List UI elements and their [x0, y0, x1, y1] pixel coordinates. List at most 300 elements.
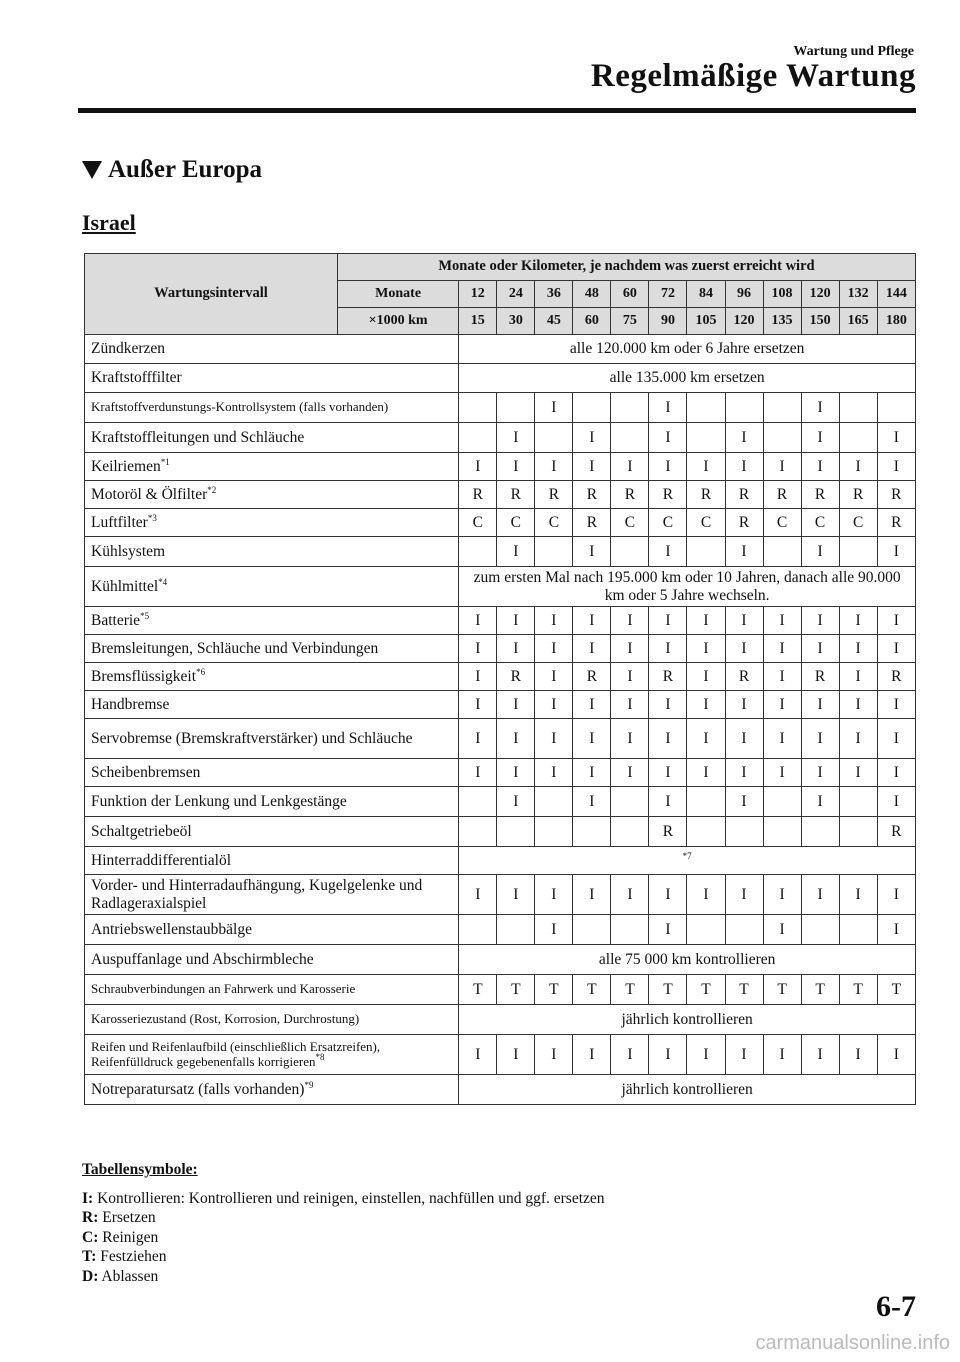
footnote-mark: *8 [315, 1051, 325, 1062]
interval-cell: I [497, 691, 535, 719]
interval-cell: I [725, 537, 763, 567]
interval-cell: I [535, 393, 573, 423]
table-row [85, 335, 916, 364]
table-row [85, 719, 916, 759]
interval-cell: I [763, 607, 801, 635]
interval-cell: I [801, 393, 839, 423]
interval-cell: I [839, 759, 877, 787]
row-label [85, 719, 459, 759]
table-row [85, 759, 916, 787]
table-row [85, 1005, 916, 1035]
legend-key: D: [82, 1267, 99, 1285]
legend-item [82, 1189, 605, 1209]
interval-cell: I [801, 1035, 839, 1075]
interval-cell: I [649, 423, 687, 453]
interval-cell: I [649, 875, 687, 915]
row-label [85, 817, 459, 847]
interval-cell: I [611, 663, 649, 691]
span-cell: jährlich kontrollieren [459, 1005, 916, 1035]
interval-cell: C [839, 509, 877, 537]
km-header: 120 [725, 308, 763, 335]
header-span: Monate oder Kilometer, je nachdem was zuerst erreicht wird [337, 254, 915, 281]
legend-text: Festziehen [100, 1248, 167, 1265]
interval-cell: I [497, 719, 535, 759]
interval-cell: I [877, 607, 915, 635]
interval-cell: I [801, 719, 839, 759]
interval-cell: I [535, 607, 573, 635]
km-header: 135 [763, 308, 801, 335]
legend-item [82, 1247, 605, 1267]
interval-cell: T [839, 975, 877, 1005]
interval-cell: I [877, 423, 915, 453]
interval-cell: I [611, 719, 649, 759]
row-label-text: Keilriemen [91, 457, 161, 475]
month-header: 144 [877, 281, 915, 308]
row-label-text: Motoröl & Ölfilter [91, 485, 208, 503]
interval-cell: R [497, 663, 535, 691]
section-heading [82, 156, 262, 184]
row-label-text: Vorder- und Hinterradaufhängung, Kugelgelenke und Radlageraxialspiel [91, 877, 423, 912]
interval-cell: I [801, 423, 839, 453]
interval-cell: I [497, 537, 535, 567]
interval-cell: I [687, 719, 725, 759]
interval-cell: I [877, 635, 915, 663]
interval-cell [687, 537, 725, 567]
interval-cell: R [459, 481, 497, 509]
header-divider [78, 108, 916, 113]
row-label [85, 1005, 459, 1035]
interval-cell [573, 915, 611, 945]
interval-cell: I [497, 635, 535, 663]
interval-cell: I [535, 691, 573, 719]
interval-cell: I [687, 1035, 725, 1075]
footnote-mark: *2 [207, 484, 217, 495]
interval-cell: R [725, 481, 763, 509]
table-row [85, 567, 916, 607]
interval-cell: I [535, 915, 573, 945]
row-label-text: Luftfilter [91, 513, 148, 531]
table-row [85, 975, 916, 1005]
interval-cell [497, 915, 535, 945]
interval-cell: I [687, 635, 725, 663]
interval-cell: R [649, 481, 687, 509]
interval-cell: I [611, 635, 649, 663]
interval-cell: I [725, 875, 763, 915]
interval-cell: I [497, 787, 535, 817]
interval-cell: I [839, 719, 877, 759]
interval-cell: I [535, 875, 573, 915]
interval-cell: I [725, 691, 763, 719]
interval-cell: T [573, 975, 611, 1005]
interval-cell: I [725, 1035, 763, 1075]
interval-cell: I [801, 453, 839, 481]
span-cell: jährlich kontrollieren [459, 1075, 916, 1105]
interval-cell: R [725, 509, 763, 537]
row-label [85, 481, 459, 509]
row-label-text: Auspuffanlage und Abschirmbleche [91, 950, 314, 968]
interval-cell [687, 915, 725, 945]
footnote-mark: *5 [140, 610, 150, 621]
row-label-text: Kühlsystem [91, 542, 166, 560]
interval-cell: I [649, 915, 687, 945]
interval-cell: I [573, 607, 611, 635]
interval-cell [611, 537, 649, 567]
row-label [85, 364, 459, 393]
km-header: 180 [877, 308, 915, 335]
table-row [85, 691, 916, 719]
row-label [85, 1075, 459, 1105]
row-label-text: Zündkerzen [91, 340, 166, 358]
interval-cell: I [459, 663, 497, 691]
interval-cell: R [535, 481, 573, 509]
table-row [85, 817, 916, 847]
span-cell: alle 75 000 km kontrollieren [459, 945, 916, 975]
row-label-text: Kraftstofffilter [91, 369, 182, 387]
row-label [85, 1035, 459, 1075]
interval-cell: I [763, 1035, 801, 1075]
interval-cell: I [763, 719, 801, 759]
km-label: ×1000 km [337, 308, 458, 335]
interval-cell: I [497, 453, 535, 481]
months-label: Monate [337, 281, 458, 308]
row-label-text: Hinterraddifferentialöl [91, 851, 232, 869]
interval-cell: I [877, 759, 915, 787]
row-label [85, 875, 459, 915]
interval-cell: R [687, 481, 725, 509]
interval-cell: I [801, 607, 839, 635]
interval-cell: I [535, 453, 573, 481]
interval-cell: R [877, 663, 915, 691]
footnote-mark: *3 [147, 512, 157, 523]
interval-cell [535, 423, 573, 453]
interval-cell: T [459, 975, 497, 1005]
interval-cell: I [497, 1035, 535, 1075]
interval-cell: C [535, 509, 573, 537]
month-header: 60 [611, 281, 649, 308]
interval-cell: I [649, 1035, 687, 1075]
interval-cell: I [839, 875, 877, 915]
interval-cell: R [877, 817, 915, 847]
interval-cell: I [611, 875, 649, 915]
interval-cell: I [459, 635, 497, 663]
interval-cell [535, 817, 573, 847]
km-header: 15 [459, 308, 497, 335]
interval-cell [497, 817, 535, 847]
interval-cell: R [877, 509, 915, 537]
interval-cell: I [687, 691, 725, 719]
interval-cell: I [801, 787, 839, 817]
interval-cell [839, 915, 877, 945]
watermark: carmanualsonline.info [755, 1332, 950, 1354]
interval-cell [497, 393, 535, 423]
interval-cell: I [687, 607, 725, 635]
interval-cell [573, 393, 611, 423]
month-header: 72 [649, 281, 687, 308]
interval-cell [763, 787, 801, 817]
row-label [85, 453, 459, 481]
interval-cell [611, 787, 649, 817]
row-label [85, 537, 459, 567]
row-label [85, 975, 459, 1005]
row-label-text: Kraftstoffleitungen und Schläuche [91, 428, 305, 446]
interval-cell: R [497, 481, 535, 509]
table-row [85, 787, 916, 817]
interval-cell: I [877, 915, 915, 945]
row-label [85, 759, 459, 787]
interval-cell: I [611, 759, 649, 787]
interval-cell [535, 787, 573, 817]
interval-cell [611, 393, 649, 423]
table-row [85, 945, 916, 975]
interval-cell: I [573, 635, 611, 663]
km-header: 105 [687, 308, 725, 335]
interval-cell: I [877, 1035, 915, 1075]
km-header: 90 [649, 308, 687, 335]
interval-cell: T [611, 975, 649, 1005]
span-cell: alle 120.000 km oder 6 Jahre ersetzen [459, 335, 916, 364]
interval-cell [459, 787, 497, 817]
interval-cell: I [687, 663, 725, 691]
interval-cell: I [725, 787, 763, 817]
table-row [85, 663, 916, 691]
row-label [85, 567, 459, 607]
interval-cell: I [573, 691, 611, 719]
row-label [85, 335, 459, 364]
footnote-mark: *4 [158, 576, 168, 587]
interval-cell: I [801, 691, 839, 719]
interval-cell: I [649, 787, 687, 817]
interval-cell: I [611, 1035, 649, 1075]
interval-cell [573, 817, 611, 847]
legend-title: Tabellensymbole: [82, 1161, 198, 1178]
interval-cell [459, 423, 497, 453]
interval-cell: I [763, 663, 801, 691]
page-title: Regelmäßige Wartung [590, 58, 916, 94]
interval-cell: I [611, 691, 649, 719]
maintenance-table [84, 253, 916, 1105]
row-label-text: Kraftstoffverdunstungs-Kontrollsystem (falls vorhanden) [91, 399, 389, 415]
legend-item [82, 1208, 605, 1228]
row-label [85, 393, 459, 423]
table-row [85, 364, 916, 393]
legend-text: Ablassen [101, 1267, 159, 1285]
interval-cell [459, 817, 497, 847]
interval-cell: C [763, 509, 801, 537]
interval-cell: I [763, 875, 801, 915]
row-label [85, 607, 459, 635]
interval-cell [611, 915, 649, 945]
table-row [85, 393, 916, 423]
table-row [85, 423, 916, 453]
legend-key: R: [82, 1209, 99, 1226]
interval-cell [725, 393, 763, 423]
interval-cell [687, 423, 725, 453]
interval-cell [459, 393, 497, 423]
interval-cell: T [649, 975, 687, 1005]
row-label [85, 847, 459, 875]
interval-cell: C [649, 509, 687, 537]
interval-cell: I [763, 915, 801, 945]
interval-cell: I [877, 787, 915, 817]
km-header: 45 [535, 308, 573, 335]
interval-cell: I [535, 635, 573, 663]
table-row [85, 915, 916, 945]
interval-cell: T [725, 975, 763, 1005]
interval-cell: I [763, 691, 801, 719]
interval-cell: C [687, 509, 725, 537]
interval-cell: I [573, 759, 611, 787]
interval-header: Wartungsintervall [85, 254, 338, 335]
interval-cell: I [687, 875, 725, 915]
interval-cell: I [497, 875, 535, 915]
km-header: 60 [573, 308, 611, 335]
interval-cell: R [573, 509, 611, 537]
row-label [85, 509, 459, 537]
interval-cell: T [497, 975, 535, 1005]
interval-cell: I [839, 691, 877, 719]
month-header: 48 [573, 281, 611, 308]
interval-cell [877, 393, 915, 423]
month-header: 84 [687, 281, 725, 308]
interval-cell [687, 393, 725, 423]
interval-cell: I [649, 719, 687, 759]
month-header: 132 [839, 281, 877, 308]
km-header: 150 [801, 308, 839, 335]
row-label-text: Karosseriezustand (Rost, Korrosion, Durchrostung) [91, 1011, 360, 1027]
interval-cell [459, 915, 497, 945]
interval-cell: I [573, 1035, 611, 1075]
interval-cell: I [573, 453, 611, 481]
interval-cell: I [649, 759, 687, 787]
km-header: 75 [611, 308, 649, 335]
interval-cell: R [763, 481, 801, 509]
interval-cell: I [687, 759, 725, 787]
legend-text: Kontrollieren: Kontrollieren und reinigen, einstellen, nachfüllen und ggf. ersetzen [97, 1189, 605, 1207]
interval-cell: R [839, 481, 877, 509]
row-label-text: Funktion der Lenkung und Lenkgestänge [91, 792, 347, 810]
row-label-text: Batterie [91, 611, 141, 629]
interval-cell: I [801, 759, 839, 787]
interval-cell [763, 537, 801, 567]
interval-cell: I [877, 537, 915, 567]
row-label-text: Handbremse [91, 695, 170, 713]
interval-cell: I [459, 759, 497, 787]
interval-cell: C [801, 509, 839, 537]
month-header: 108 [763, 281, 801, 308]
interval-cell: I [801, 537, 839, 567]
table-row [85, 607, 916, 635]
interval-cell: T [687, 975, 725, 1005]
interval-cell: R [573, 481, 611, 509]
interval-cell [801, 915, 839, 945]
interval-cell: R [573, 663, 611, 691]
interval-cell: I [725, 759, 763, 787]
interval-cell: I [535, 759, 573, 787]
interval-cell: R [649, 817, 687, 847]
interval-cell: I [839, 635, 877, 663]
interval-cell: I [649, 691, 687, 719]
interval-cell: I [497, 759, 535, 787]
interval-cell [839, 393, 877, 423]
interval-cell: I [839, 453, 877, 481]
interval-cell: I [573, 537, 611, 567]
interval-cell: I [535, 663, 573, 691]
legend-item [82, 1267, 605, 1287]
interval-cell: R [877, 481, 915, 509]
interval-cell: I [763, 635, 801, 663]
interval-cell: I [611, 453, 649, 481]
interval-cell [611, 817, 649, 847]
interval-cell: I [573, 787, 611, 817]
page-number: 6-7 [876, 1290, 916, 1323]
table-row [85, 1035, 916, 1075]
subsection-title: Israel [82, 210, 136, 235]
interval-cell [839, 423, 877, 453]
legend-key: I: [82, 1189, 94, 1207]
interval-cell: I [687, 453, 725, 481]
row-label-text: Reifen und Reifenlaufbild (einschließlich Ersatzreifen), Reifenfülldruck gegebenenfalls korrigieren [91, 1039, 381, 1069]
interval-cell [725, 817, 763, 847]
interval-cell: C [497, 509, 535, 537]
footnote-mark: *7 [682, 850, 692, 861]
table-row [85, 635, 916, 663]
interval-cell: I [611, 607, 649, 635]
interval-cell: I [497, 607, 535, 635]
section-title: Außer Europa [108, 156, 262, 183]
interval-cell: C [459, 509, 497, 537]
interval-cell: I [459, 691, 497, 719]
row-label-text: Antriebswellenstaubbälge [91, 920, 252, 938]
legend-item [82, 1228, 605, 1248]
interval-cell: I [573, 875, 611, 915]
interval-cell: I [877, 453, 915, 481]
interval-cell: I [877, 719, 915, 759]
legend-text: Reinigen [102, 1228, 159, 1246]
month-header: 96 [725, 281, 763, 308]
row-label [85, 787, 459, 817]
row-label-text: Bremsleitungen, Schläuche und Verbindungen [91, 639, 379, 657]
table-row [85, 453, 916, 481]
table-row [85, 1075, 916, 1105]
interval-cell [839, 817, 877, 847]
interval-cell [725, 915, 763, 945]
row-label-text: Scheibenbremsen [91, 763, 201, 781]
interval-cell: I [725, 719, 763, 759]
interval-cell: T [535, 975, 573, 1005]
interval-cell: C [611, 509, 649, 537]
interval-cell: I [725, 607, 763, 635]
interval-cell: I [839, 607, 877, 635]
table-row [85, 847, 916, 875]
interval-cell: I [839, 1035, 877, 1075]
table-row [85, 537, 916, 567]
interval-cell: I [725, 453, 763, 481]
km-header: 165 [839, 308, 877, 335]
interval-cell: I [649, 453, 687, 481]
km-header: 30 [497, 308, 535, 335]
interval-cell: I [459, 453, 497, 481]
interval-cell: I [573, 423, 611, 453]
interval-cell: I [459, 719, 497, 759]
interval-cell: I [801, 875, 839, 915]
row-label-text: Bremsflüssigkeit [91, 667, 197, 685]
month-header: 12 [459, 281, 497, 308]
interval-cell: I [535, 719, 573, 759]
row-label [85, 423, 459, 453]
table-row [85, 509, 916, 537]
interval-cell: R [801, 663, 839, 691]
interval-cell: R [801, 481, 839, 509]
